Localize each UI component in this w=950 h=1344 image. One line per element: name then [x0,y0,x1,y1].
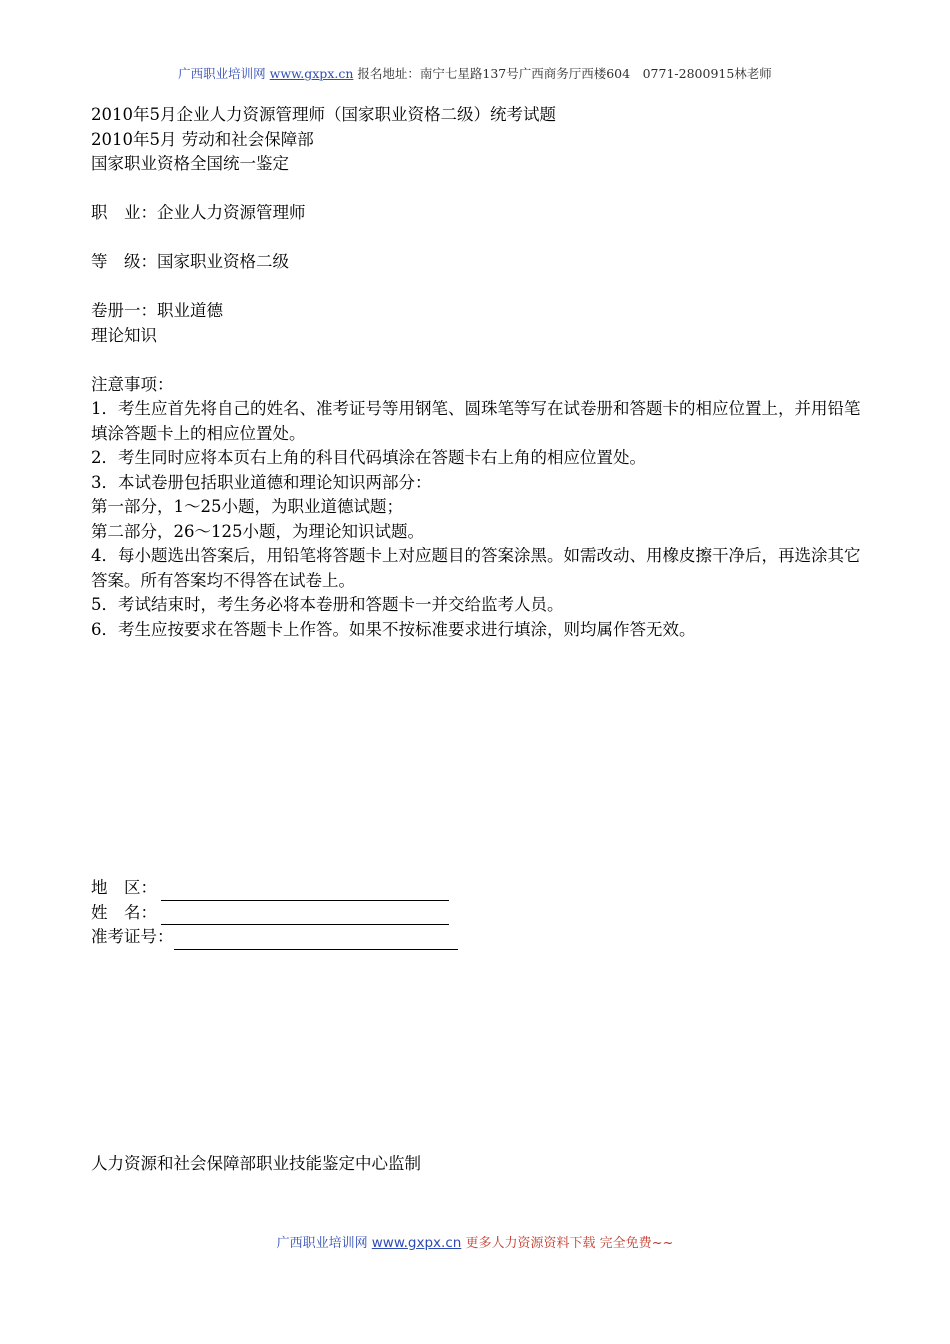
volume-line: 卷册一：职业道德 [91,301,223,320]
supervisor-line: 人力资源和社会保障部职业技能鉴定中心监制 [91,1154,421,1173]
name-row [91,901,458,926]
notice-item-4: 4．每小题选出答案后，用铅笔将答题卡上对应题目的答案涂黑。如需改动、用橡皮擦干净后，再选涂其它答案。所有答案均不得答在试卷上。 [91,546,861,590]
notice-item-5: 5．考试结束时，考生务必将本卷册和答题卡一并交给监考人员。 [91,595,564,614]
notice-item-2: 2．考生同时应将本页右上角的科目代码填涂在答题卡右上角的相应位置处。 [91,448,646,467]
notice-item-3: 3．本试卷册包括职业道德和理论知识两部分： [91,472,432,492]
name-label: 姓 名： [91,902,157,922]
occupation-line: 职 业：企业人力资源管理师 [91,203,306,222]
footer-text: 更多人力资源资料下载 完全免费~~ [465,1236,674,1251]
notice-part-2: 第二部分，26～125小题，为理论知识试题。 [91,521,424,541]
exam-appraisal: 国家职业资格全国统一鉴定 [91,154,289,173]
notice-part-1: 第一部分，1～25小题，为职业道德试题； [91,497,403,516]
region-field[interactable] [161,882,449,901]
ticket-row [91,925,458,950]
level-line: 等 级：国家职业资格二级 [91,252,289,271]
ticket-label: 准考证号： [91,927,174,946]
document-body [91,103,871,642]
notice-heading: 注意事项： [91,374,174,394]
name-field[interactable] [161,906,449,925]
region-row [91,876,458,901]
header-address: 报名地址：南宁七星路137号广西商务厅西楼604 0771-2800915林老师 [357,66,772,81]
theory-line: 理论知识 [91,325,157,345]
header-url-link[interactable]: www.gxpx.cn [269,66,354,81]
footer-site-name: 广西职业培训网 [276,1236,368,1251]
region-label: 地 区： [91,878,157,897]
notice-item-6: 6．考生应按要求在答题卡上作答。如果不按标准要求进行填涂，则均属作答无效。 [91,619,696,639]
exam-date-issuer: 2010年5月 劳动和社会保障部 [91,129,314,149]
footer-url-link[interactable]: www.gxpx.cn [371,1235,462,1251]
ticket-number-field[interactable] [174,931,458,950]
exam-title: 2010年5月企业人力资源管理师（国家职业资格二级）统考试题 [91,105,556,124]
candidate-info-fields [91,876,458,950]
page-footer [0,1232,950,1251]
page-header [0,64,950,82]
header-site-name: 广西职业培训网 [178,66,266,81]
notice-item-1: 1．考生应首先将自己的姓名、准考证号等用钢笔、圆珠笔等写在试卷册和答题卡的相应位置上，并用铅笔填涂答题卡上的相应位置处。 [91,399,861,443]
